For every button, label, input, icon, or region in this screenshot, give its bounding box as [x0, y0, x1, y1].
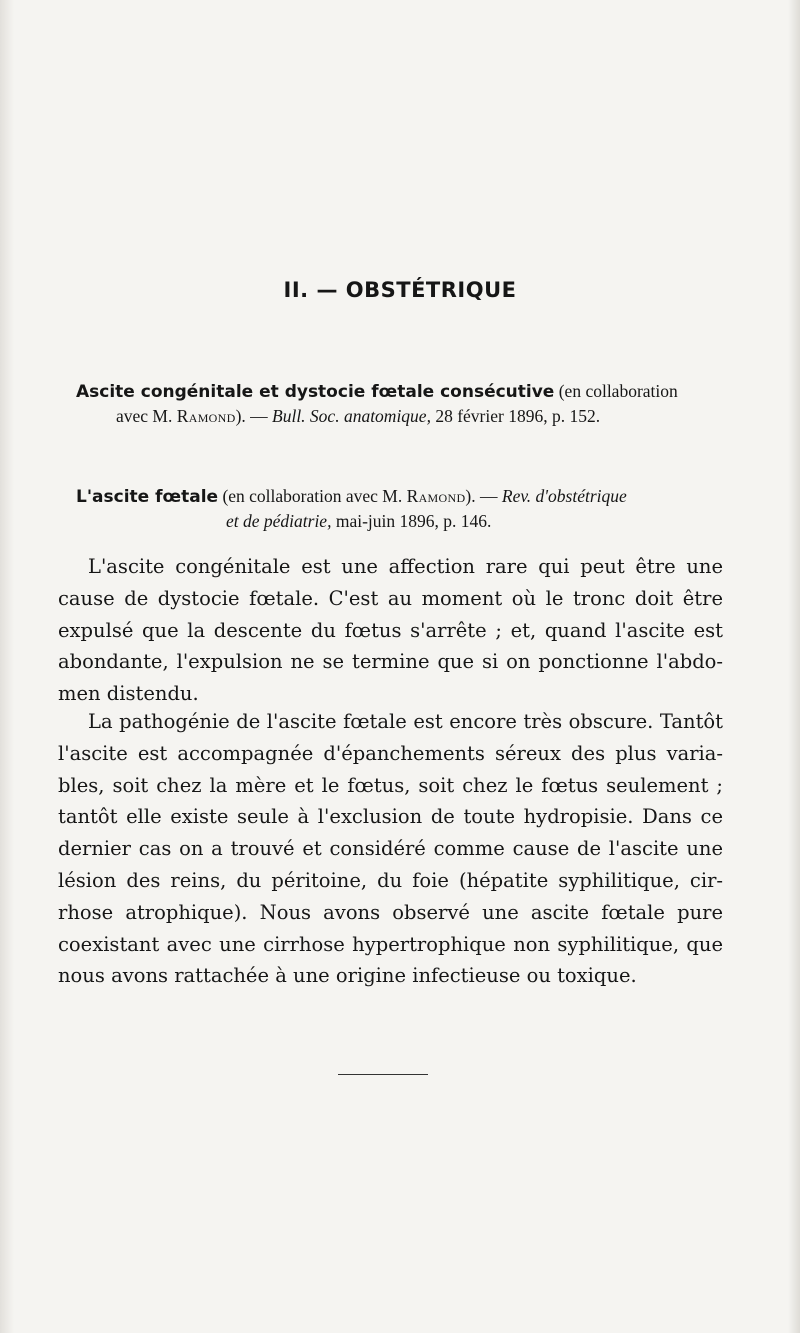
paragraph-1-line: men distendu.: [58, 682, 199, 706]
section-title: II. — OBSTÉTRIQUE: [283, 278, 517, 302]
bibliography-entry-2: [76, 484, 726, 533]
entry-2-line-1: [76, 484, 726, 509]
section-divider: [338, 1074, 428, 1075]
entry-2-journal-2: et de pédiatrie,: [226, 511, 332, 531]
entry-1-journal: Bull. Soc. anatomique,: [272, 406, 431, 426]
entry-2-date: mai-juin 1896, p. 146.: [331, 511, 492, 531]
paragraph-2-line: lésion des reins, du péritoine, du foie (hépatite syphilitique, cir-: [58, 868, 723, 892]
entry-2-line-2: [76, 509, 726, 533]
entry-2-title: L'ascite fœtale: [76, 487, 219, 507]
entry-1-date: 28 février 1896, p. 152.: [430, 406, 601, 426]
entry-2-journal-1: Rev. d'obstétrique: [501, 486, 627, 506]
paragraph-1-line: expulsé que la descente du fœtus s'arrête ; et, quand l'ascite est: [58, 618, 723, 642]
entry-1-collab: (en collaboration: [554, 381, 678, 401]
paragraph-1: [58, 551, 723, 710]
page-edge-right: [788, 0, 800, 1333]
bleed-through-bottom: [58, 980, 738, 1230]
entry-2-dash: ). —: [465, 486, 502, 506]
entry-1-line-2: [76, 404, 726, 428]
entry-1-dash: ). —: [235, 406, 273, 426]
paragraph-2-line: l'ascite est accompagnée d'épanchements séreux des plus varia-: [58, 741, 723, 765]
paragraph-2-line: tantôt elle existe seule à l'exclusion de toute hydropisie. Dans ce: [58, 805, 723, 829]
bibliography-entry-1: [76, 379, 726, 428]
paragraph-2-line: nous avons rattachée à une origine infectieuse ou toxique.: [58, 964, 637, 988]
paragraph-2-line: bles, soit chez la mère et le fœtus, soit chez le fœtus seulement ;: [58, 773, 723, 797]
paragraph-1-line: cause de dystocie fœtale. C'est au moment où le tronc doit être: [58, 586, 723, 610]
paragraph-2: [58, 706, 723, 992]
paragraph-1-line: L'ascite congénitale est une affection rare qui peut être une: [88, 555, 723, 578]
entry-2-author: Ramond: [406, 486, 466, 506]
entry-1-title: Ascite congénitale et dystocie fœtale consécutive: [76, 382, 555, 402]
entry-2-collab: (en collaboration avec M.: [218, 486, 407, 506]
paragraph-2-line: rhose atrophique). Nous avons observé une ascite fœtale pure: [58, 900, 723, 924]
paragraph-2-line: La pathogénie de l'ascite fœtale est encore très obscure. Tantôt: [88, 710, 723, 733]
paragraph-1-line: abondante, l'expulsion ne se termine que si on ponctionne l'abdo-: [58, 650, 723, 674]
bleed-through-top: [58, 160, 738, 360]
paragraph-2-line: coexistant avec une cirrhose hypertrophique non syphilitique, que: [58, 932, 723, 956]
entry-1-avec: avec M.: [116, 406, 177, 426]
paragraph-2-line: dernier cas on a trouvé et considéré comme cause de l'ascite une: [58, 837, 723, 861]
page-edge-left: [0, 0, 14, 1333]
entry-1-author: Ramond: [176, 406, 236, 426]
